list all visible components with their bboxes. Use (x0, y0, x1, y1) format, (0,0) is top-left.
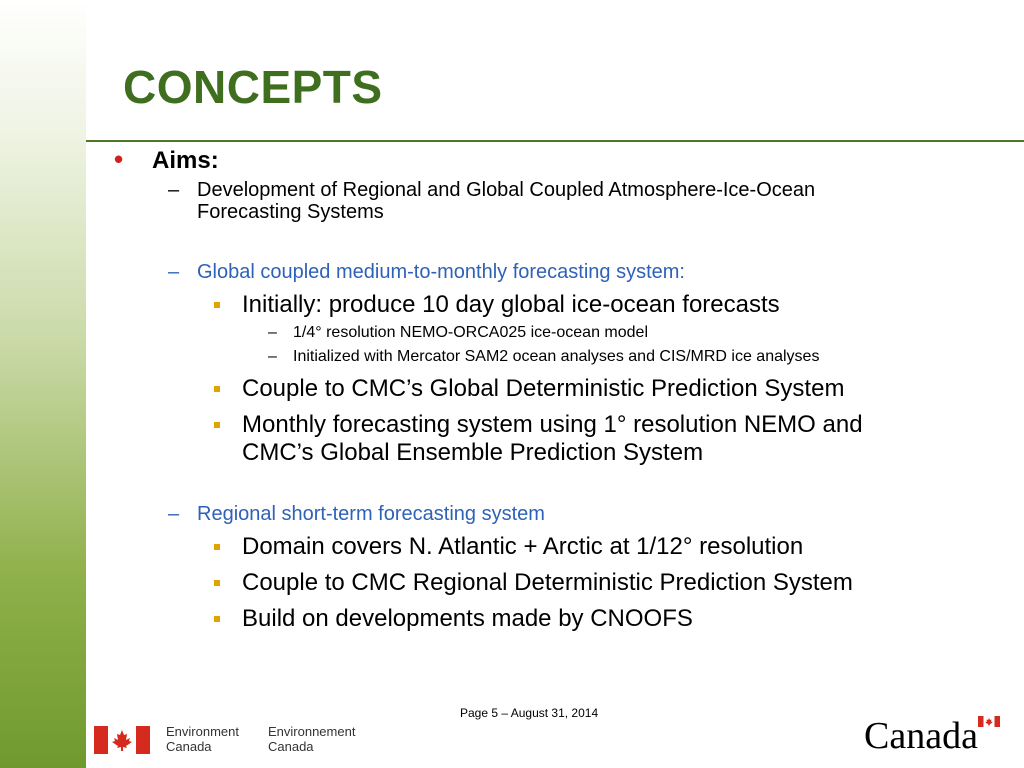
department-fr-line-1: Environnement (268, 724, 356, 739)
regional-point-1 (110, 533, 1010, 561)
development-item (110, 179, 1010, 223)
global-point-3-line-1: Monthly forecasting system using 1° resolution NEMO and (242, 411, 863, 438)
regional-point-2-text: Couple to CMC Regional Deterministic Prediction System (242, 569, 853, 596)
global-point-2 (110, 375, 1010, 403)
development-line-1: Development of Regional and Global Coupled Atmosphere-Ice-Ocean (197, 179, 816, 201)
dash-marker: – (168, 503, 180, 525)
global-sub-2 (110, 347, 1010, 367)
square-bullet-icon (214, 544, 220, 550)
canada-wordmark-flag-icon (978, 716, 1000, 727)
global-heading (110, 261, 1010, 283)
dash-marker: – (268, 348, 277, 365)
global-heading-text: Global coupled medium-to-monthly forecasting system: (197, 261, 685, 283)
development-line-2: Forecasting Systems (197, 201, 384, 223)
dash-marker: – (168, 261, 180, 283)
global-sub-2-text: Initialized with Mercator SAM2 ocean analyses and CIS/MRD ice analyses (293, 348, 820, 365)
aims-label: Aims: (152, 147, 219, 174)
side-gradient-bar (0, 0, 86, 768)
square-bullet-icon (214, 422, 220, 428)
aims-bullet (110, 144, 1010, 175)
department-en-line-2: Canada (166, 739, 212, 754)
global-point-1-text: Initially: produce 10 day global ice-ocean forecasts (242, 291, 780, 318)
global-sub-1 (110, 323, 1010, 343)
canada-wordmark: Canada (864, 715, 978, 757)
regional-heading-text: Regional short-term forecasting system (197, 503, 545, 525)
global-sub-1-text: 1/4° resolution NEMO-ORCA025 ice-ocean model (293, 324, 648, 341)
square-bullet-icon (214, 302, 220, 308)
page-footer: Page 5 – August 31, 2014 (460, 706, 599, 720)
red-bullet-icon: • (114, 144, 124, 174)
title-divider (86, 140, 1024, 142)
global-point-3-line-2: CMC’s Global Ensemble Prediction System (242, 439, 704, 466)
department-fr-line-2: Canada (268, 739, 314, 754)
regional-point-1-text: Domain covers N. Atlantic + Arctic at 1/12° resolution (242, 533, 804, 560)
regional-point-2 (110, 569, 1010, 597)
slide-title: CONCEPTS (123, 61, 383, 113)
square-bullet-icon (214, 386, 220, 392)
dash-marker: – (168, 179, 180, 201)
slide-content (110, 144, 1010, 633)
square-bullet-icon (214, 616, 220, 622)
dash-marker: – (268, 324, 277, 341)
regional-point-3-text: Build on developments made by CNOOFS (242, 605, 693, 632)
regional-heading (110, 503, 1010, 525)
global-point-1 (110, 291, 1010, 319)
global-point-3 (110, 411, 1010, 467)
department-name-fr (268, 724, 355, 754)
department-name-en (166, 724, 239, 754)
square-bullet-icon (214, 580, 220, 586)
canada-flag-icon (94, 726, 150, 754)
global-point-2-text: Couple to CMC’s Global Deterministic Prediction System (242, 375, 845, 402)
department-en-line-1: Environment (166, 724, 239, 739)
regional-point-3 (110, 605, 1010, 633)
